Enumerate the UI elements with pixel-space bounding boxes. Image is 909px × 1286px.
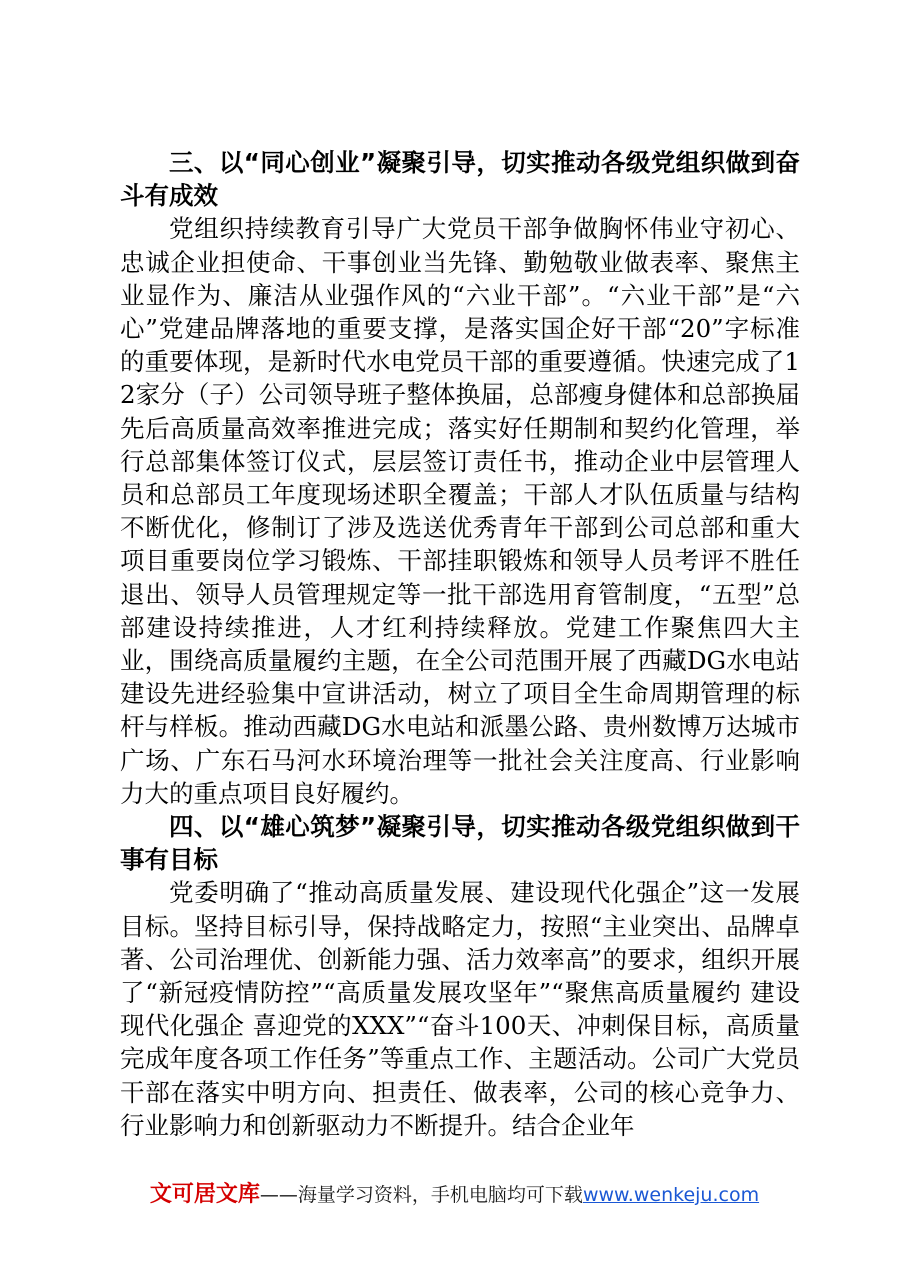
section-paragraph-4: 党委明确了“推动高质量发展、建设现代化强企”这一发展目标。坚持目标引导，保持战略定力，按照“主业突出、品牌卓著、公司治理优、创新能力强、活力效率高”的要求，组织开展了“新冠疫情防控”“高质量发展攻坚年”“聚焦高质量履约 建设现代化强企 喜迎党的XXX”“奋斗100天、冲刺保目标，高质量完成年度各项工作任务”等重点工作、主题活动。公司广大党员干部在落实中明方向、担责任、做表率，公司的核心竞争力、行业影响力和创新驱动力不断提升。结合企业年	[120, 878, 800, 1140]
footer-banner	[0, 1181, 909, 1209]
section-heading-4: 四、以“雄心筑梦”凝聚引导，切实推动各级党组织做到干事有目标	[120, 812, 800, 875]
footer-slogan: ——海量学习资料，手机电脑均可下载	[259, 1184, 583, 1206]
section-paragraph-3: 党组织持续教育引导广大党员干部争做胸怀伟业守初心、忠诚企业担使命、干事创业当先锋、勤勉敬业做表率、聚焦主业显作为、廉洁从业强作风的“六业干部”。“六业干部”是“六心”党建品牌落地的重要支撑，是落实国企好干部“20”字标准的重要体现，是新时代水电党员干部的重要遵循。快速完成了12家分（子）公司领导班子整体换届，总部瘦身健体和总部换届先后高质量高效率推进完成；落实好任期制和契约化管理，举行总部集体签订仪式，层层签订责任书，推动企业中层管理人员和总部员工年度现场述职全覆盖；干部人才队伍质量与结构不断优化，修制订了涉及选送优秀青年干部到公司总部和重大项目重要岗位学习锻炼、干部挂职锻炼和领导人员考评不胜任退出、领导人员管理规定等一批干部选用育管制度，“五型”总部建设持续推进，人才红利持续释放。党建工作聚焦四大主业，围绕高质量履约主题，在全公司范围开展了西藏DG水电站建设先进经验集中宣讲活动，树立了项目全生命周期管理的标杆与样板。推动西藏DG水电站和派墨公路、贵州数博万达城市广场、广东石马河水环境治理等一批社会关注度高、行业影响力大的重点项目良好履约。	[120, 214, 800, 808]
document-body	[120, 146, 800, 1142]
footer-link[interactable]: www.wenkeju.com	[582, 1184, 760, 1206]
section-heading-3: 三、以“同心创业”凝聚引导，切实推动各级党组织做到奋斗有成效	[120, 148, 800, 211]
footer-brand: 文可居文库	[149, 1182, 260, 1207]
